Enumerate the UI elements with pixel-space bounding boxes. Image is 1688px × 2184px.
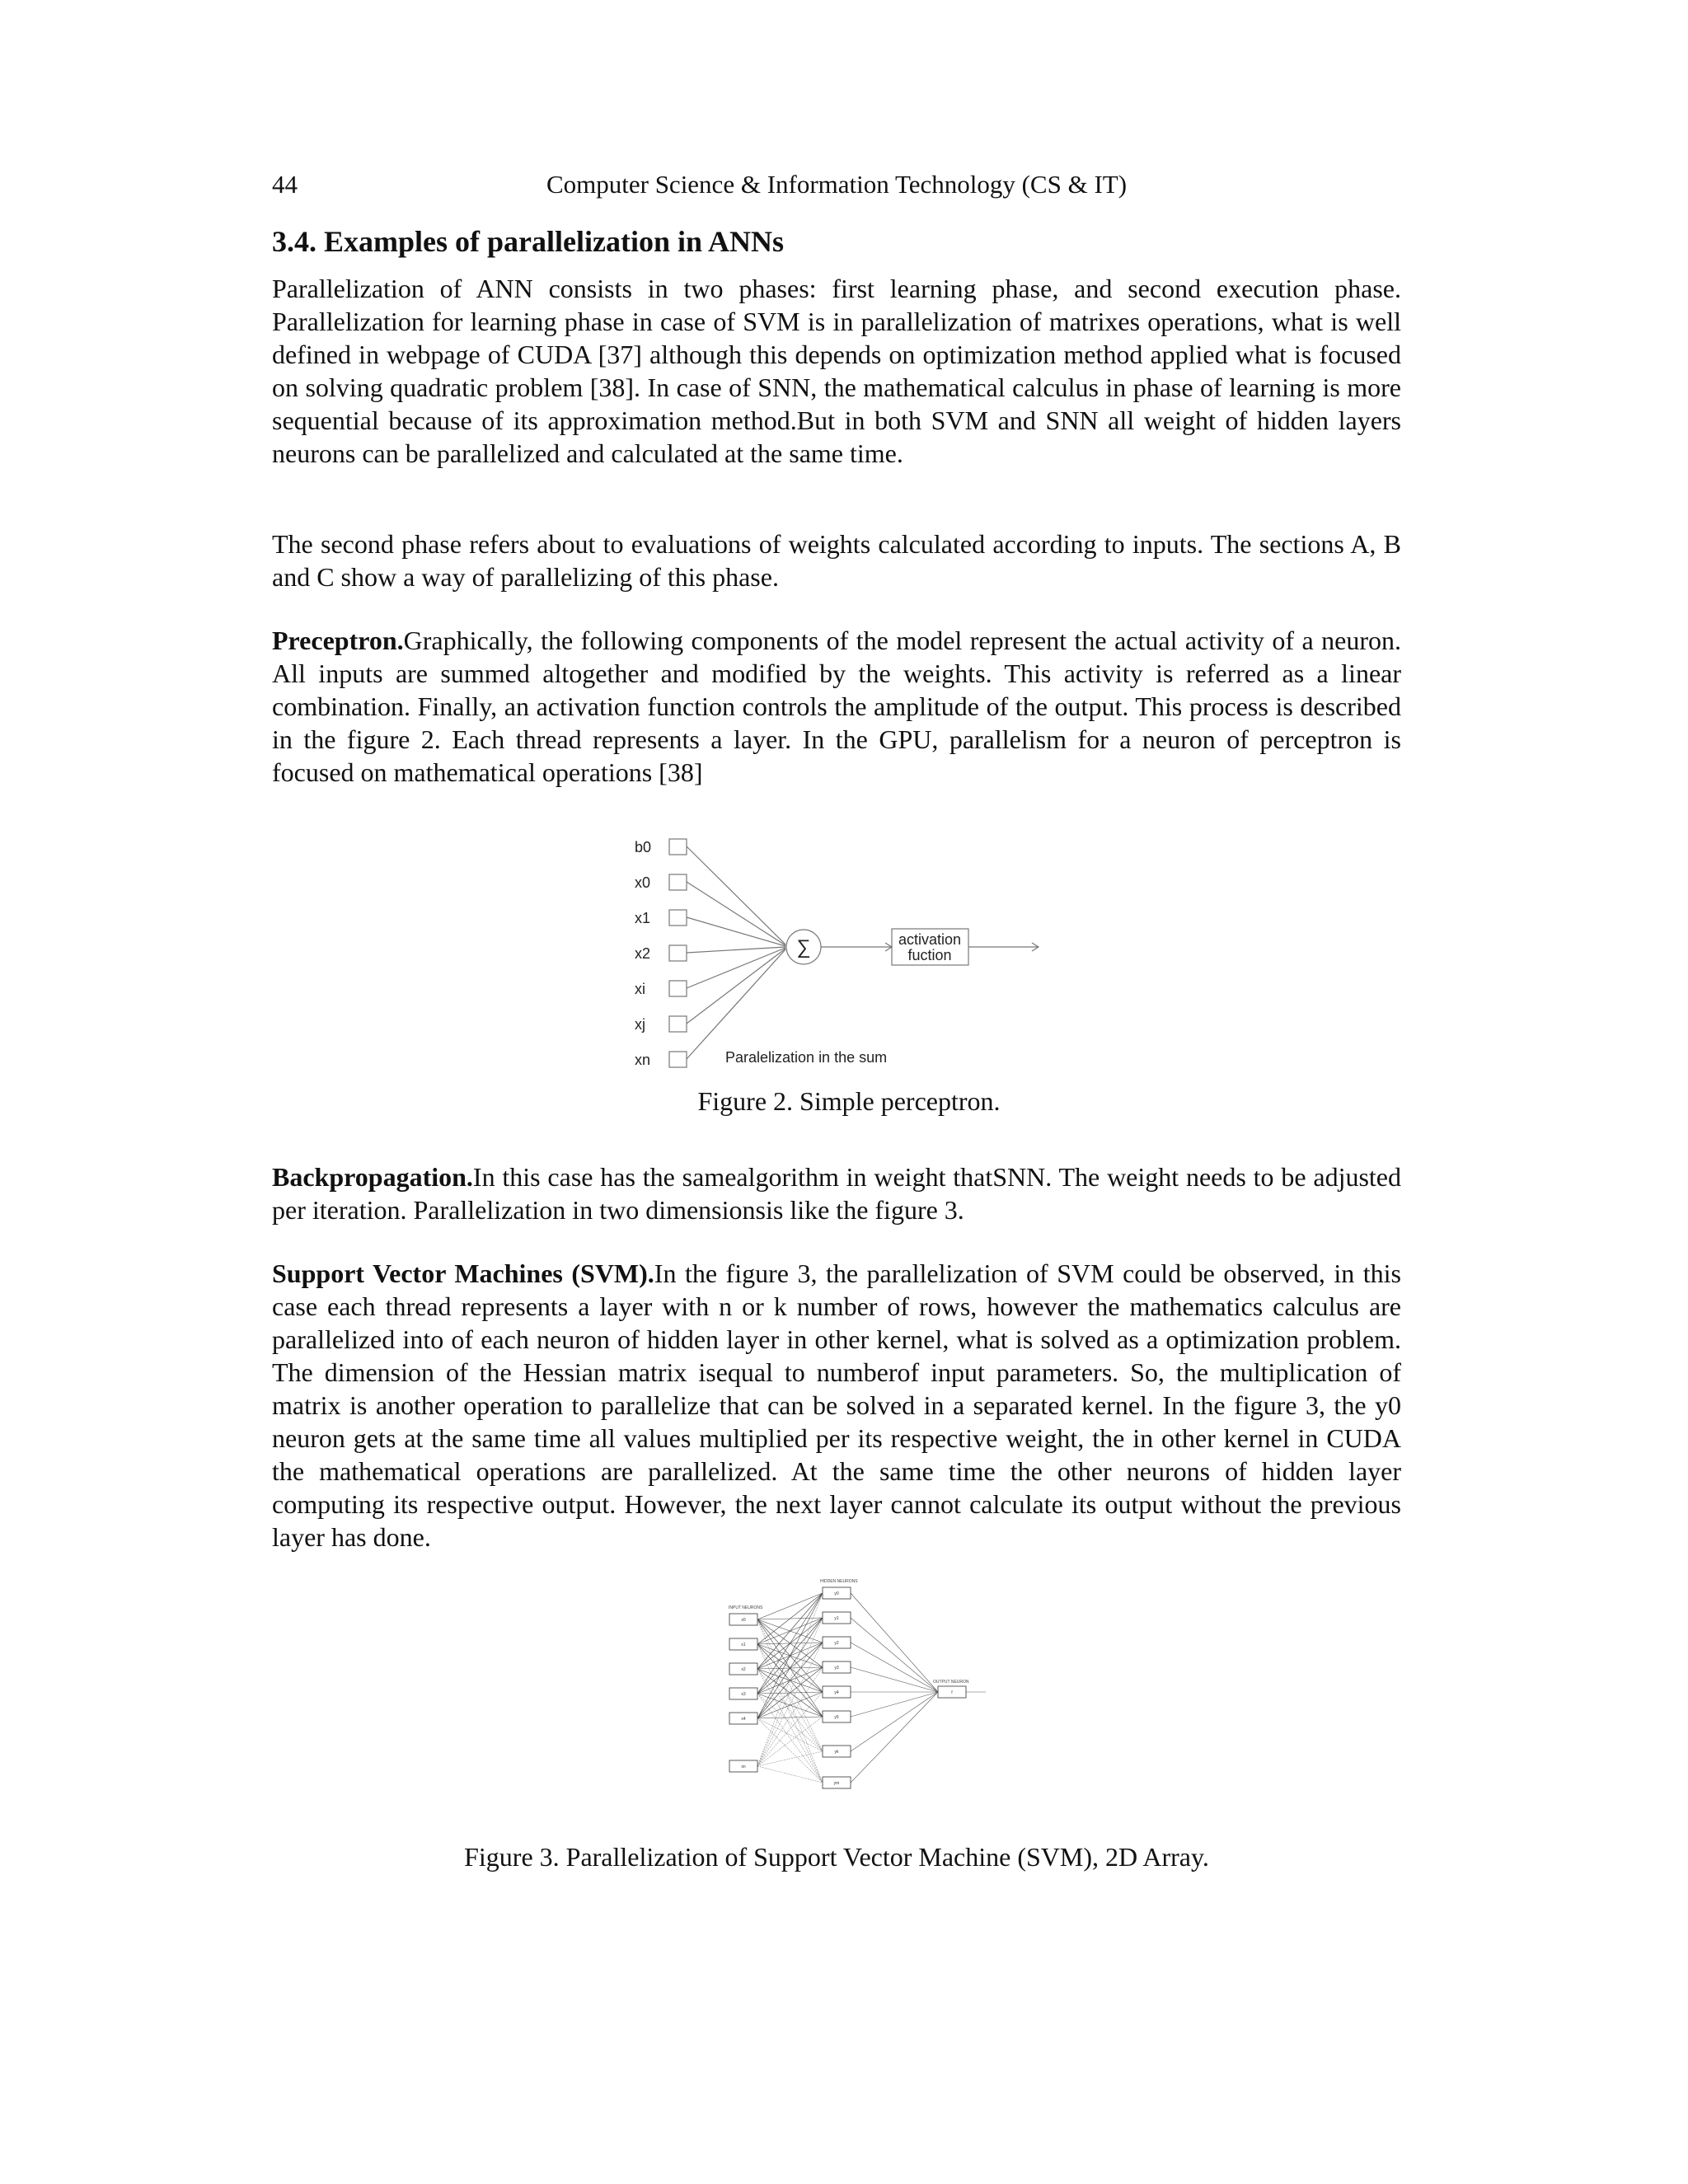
input-hidden-connection (757, 1667, 823, 1718)
weight-line (687, 917, 785, 946)
weight-line (687, 949, 785, 1024)
hidden-output-connection (851, 1692, 938, 1751)
section-heading: 3.4. Examples of parallelization in ANNs (272, 225, 785, 258)
weight-line (687, 949, 785, 1059)
input-hidden-connection (757, 1643, 823, 1718)
input-label: x2 (635, 945, 651, 962)
input-label: x1 (635, 910, 651, 926)
hidden-output-connection (851, 1593, 938, 1692)
input-label: xn (635, 1052, 651, 1068)
perceptron-lead: Preceptron. (272, 626, 404, 655)
perceptron-text: Graphically, the following components of the model represent the actual activity of a neuron. All inputs are summed altogether and modified by the weights. This activity is referred as a linear combination. Finally, an activation function controls the amplitude of the output. This process is described in the figure 2. Each thread represents a layer. In the GPU, parallelism for a neuron of perceptron is focused on mathematical operations [38] (272, 626, 1401, 787)
output-layer-label: OUTPUT NEURON (933, 1680, 969, 1685)
input-neuron-label: x0 (741, 1618, 746, 1623)
hidden-neuron-label: y2 (834, 1641, 839, 1646)
input-neuron-label: x2 (741, 1667, 746, 1672)
input-box-x0 (669, 874, 687, 890)
figure-2-perceptron-diagram (626, 832, 1071, 1080)
svm-text: In the figure 3, the parallelization of SVM could be observed, in this case each thread represents a layer with n or k number of rows, however the mathematics calculus are parallelized into of each neuron of hidden layer in other kernel, what is solved as a optimization problem. The dimension of the Hessian matrix isequal to numberof input parameters. So, the multiplication of matrix is another operation to parallelize that can be solved in a separated kernel. In the figure 3, the y0 neuron gets at the same time all values multiplied per its respective weight, the in other kernel in CUDA the mathematical operations are parallelized. At the same time the other neurons of hidden layer computing its respective output. However, the next layer cannot calculate its output without the previous layer has done. (272, 1258, 1402, 1552)
svm-lead: Support Vector Machines (SVM). (272, 1258, 654, 1288)
input-hidden-connection (757, 1766, 823, 1783)
input-hidden-connection (757, 1593, 823, 1619)
hidden-output-connection (851, 1692, 938, 1783)
hidden-neuron-label: y0 (834, 1591, 839, 1596)
input-neuron-label: xn (741, 1765, 746, 1769)
hidden-output-connection (851, 1667, 938, 1692)
input-label: xj (635, 1016, 645, 1033)
hidden-output-connection (851, 1643, 938, 1692)
activation-label-line2: fuction (907, 947, 952, 963)
activation-label-line1: activation (898, 931, 962, 948)
backpropagation-lead: Backpropagation. (272, 1162, 473, 1192)
output-neuron-label: f (951, 1690, 953, 1695)
page-header (272, 170, 1401, 211)
weight-line (687, 882, 785, 945)
hidden-output-connection (851, 1618, 938, 1692)
paragraph-learning-phase: Parallelization of ANN consists in two phases: first learning phase, and second execution phase. Parallelization for learning phase in case of SVM is in parallelization of matrixes operations, what is well defined in webpage of CUDA [37] although this depends on optimization method applied what is focused on solving quadratic problem [38]. In case of SNN, the mathematical calculus in phase of learning is more sequential because of its approximation method.But in both SVM and SNN all weight of hidden layers neurons can be parallelized and calculated at the same time. (272, 274, 1401, 468)
figure-2-caption: Figure 2. Simple perceptron. (697, 1086, 1001, 1116)
hidden-neuron-label: y3 (834, 1666, 839, 1671)
weight-line (687, 948, 785, 988)
input-box-xn (669, 1052, 687, 1067)
input-hidden-connection (757, 1718, 823, 1751)
input-hidden-connection (757, 1618, 823, 1718)
hidden-neuron-label: ym (833, 1781, 840, 1786)
input-hidden-connection (757, 1593, 823, 1669)
hidden-neuron-label: y4 (834, 1690, 839, 1695)
input-neuron-label: x3 (741, 1692, 746, 1697)
input-box-xj (669, 1016, 687, 1032)
input-box-x1 (669, 910, 687, 926)
sum-symbol: ∑ (796, 936, 811, 958)
paragraph-svm (272, 1257, 1401, 1554)
input-label: b0 (635, 839, 652, 855)
hidden-layer-label: HIDDEN NEURONS (820, 1579, 858, 1584)
hidden-neuron-label: y1 (834, 1616, 839, 1621)
input-label: xi (635, 981, 645, 997)
hidden-neuron-label: y5 (834, 1715, 839, 1720)
input-hidden-connection (757, 1593, 823, 1718)
hidden-neuron-label: yk (834, 1750, 839, 1755)
input-hidden-connection (757, 1717, 823, 1718)
figure-3-svm-network-diagram (717, 1572, 1006, 1811)
input-label: x0 (635, 874, 651, 891)
paragraph-second-phase: The second phase refers about to evaluations of weights calculated according to inputs. The sections A, B and C show a way of parallelizing of this phase. (272, 529, 1401, 592)
journal-title: Computer Science & Information Technology (CS & IT) (546, 170, 1128, 199)
input-layer-label: INPUT NEURONS (729, 1605, 763, 1610)
paragraph-perceptron (272, 624, 1401, 789)
page-number: 44 (272, 170, 298, 199)
weight-line (687, 846, 785, 944)
parallelization-note: Paralelization in the sum (725, 1049, 888, 1066)
input-box-xi (669, 981, 687, 996)
input-neuron-label: x4 (741, 1717, 746, 1722)
input-hidden-connection (757, 1692, 823, 1718)
input-box-x2 (669, 945, 687, 961)
input-hidden-connection (757, 1718, 823, 1783)
backpropagation-text: In this case has the samealgorithm in weight thatSNN. The weight needs to be adjusted per iteration. Parallelization in two dimensionsis like the figure 3. (272, 1162, 1401, 1225)
input-box-b0 (669, 839, 687, 855)
input-hidden-connection (757, 1593, 823, 1644)
hidden-output-connection (851, 1692, 938, 1717)
figure-3-caption: Figure 3. Parallelization of Support Vector Machine (SVM), 2D Array. (464, 1842, 1209, 1872)
input-neuron-label: x1 (741, 1643, 746, 1647)
paragraph-backpropagation (272, 1160, 1401, 1226)
weight-line (687, 947, 785, 953)
